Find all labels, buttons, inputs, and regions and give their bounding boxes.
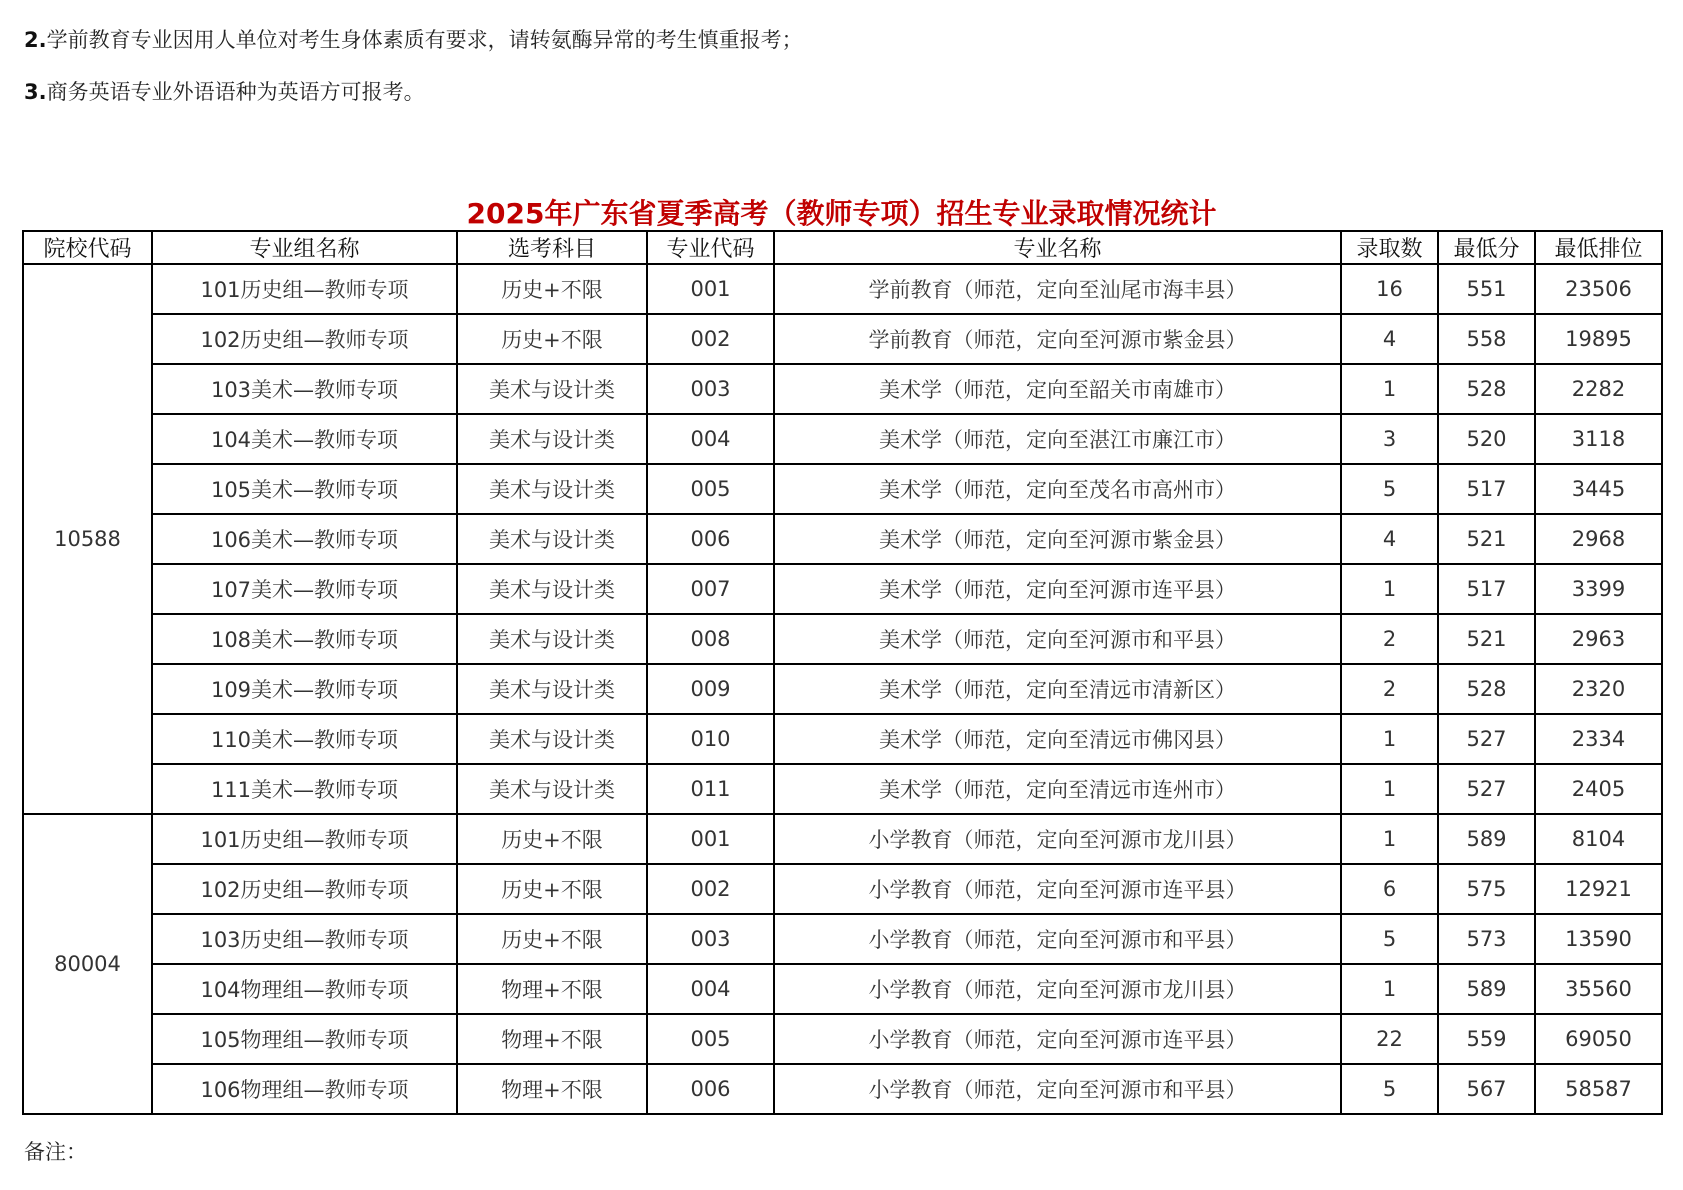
min-score-cell: 589 bbox=[1438, 964, 1535, 1014]
group-name-cell: 107美术—教师专项 bbox=[152, 564, 457, 614]
table-row bbox=[23, 864, 1662, 914]
group-name-cell: 110美术—教师专项 bbox=[152, 714, 457, 764]
min-score-cell: 527 bbox=[1438, 764, 1535, 814]
min-score-cell: 575 bbox=[1438, 864, 1535, 914]
major-code-cell: 005 bbox=[647, 1014, 774, 1064]
subjects-cell: 美术与设计类 bbox=[457, 364, 647, 414]
table-row bbox=[23, 814, 1662, 864]
note-number: 2. bbox=[24, 28, 47, 52]
major-name-cell: 小学教育（师范，定向至河源市龙川县） bbox=[774, 964, 1341, 1014]
table-row bbox=[23, 664, 1662, 714]
subjects-cell: 美术与设计类 bbox=[457, 664, 647, 714]
admitted-cell: 5 bbox=[1341, 1064, 1438, 1114]
min-rank-cell: 69050 bbox=[1535, 1014, 1662, 1064]
min-rank-cell: 35560 bbox=[1535, 964, 1662, 1014]
min-score-cell: 517 bbox=[1438, 464, 1535, 514]
min-rank-cell: 3399 bbox=[1535, 564, 1662, 614]
table-row bbox=[23, 1014, 1662, 1064]
subjects-cell: 历史+不限 bbox=[457, 314, 647, 364]
major-name-cell: 美术学（师范，定向至茂名市高州市） bbox=[774, 464, 1341, 514]
table-body bbox=[23, 264, 1662, 1114]
min-rank-cell: 3118 bbox=[1535, 414, 1662, 464]
major-code-cell: 001 bbox=[647, 814, 774, 864]
note-line-2 bbox=[24, 24, 803, 54]
min-score-cell: 528 bbox=[1438, 664, 1535, 714]
major-name-cell: 美术学（师范，定向至清远市清新区） bbox=[774, 664, 1341, 714]
min-score-cell: 528 bbox=[1438, 364, 1535, 414]
group-name-cell: 101历史组—教师专项 bbox=[152, 814, 457, 864]
group-name-cell: 109美术—教师专项 bbox=[152, 664, 457, 714]
major-name-cell: 美术学（师范，定向至河源市和平县） bbox=[774, 614, 1341, 664]
subjects-cell: 美术与设计类 bbox=[457, 764, 647, 814]
admitted-cell: 1 bbox=[1341, 964, 1438, 1014]
header-group-name: 专业组名称 bbox=[152, 231, 457, 264]
min-score-cell: 567 bbox=[1438, 1064, 1535, 1114]
group-name-cell: 103美术—教师专项 bbox=[152, 364, 457, 414]
min-score-cell: 589 bbox=[1438, 814, 1535, 864]
table-row bbox=[23, 414, 1662, 464]
major-name-cell: 小学教育（师范，定向至河源市和平县） bbox=[774, 914, 1341, 964]
table-row bbox=[23, 714, 1662, 764]
table-row bbox=[23, 1064, 1662, 1114]
min-rank-cell: 2968 bbox=[1535, 514, 1662, 564]
table-row bbox=[23, 964, 1662, 1014]
subjects-cell: 美术与设计类 bbox=[457, 514, 647, 564]
admitted-cell: 1 bbox=[1341, 364, 1438, 414]
header-admitted: 录取数 bbox=[1341, 231, 1438, 264]
admitted-cell: 3 bbox=[1341, 414, 1438, 464]
major-code-cell: 006 bbox=[647, 514, 774, 564]
major-name-cell: 小学教育（师范，定向至河源市和平县） bbox=[774, 1064, 1341, 1114]
major-code-cell: 007 bbox=[647, 564, 774, 614]
subjects-cell: 历史+不限 bbox=[457, 914, 647, 964]
group-name-cell: 105物理组—教师专项 bbox=[152, 1014, 457, 1064]
admission-stats-table bbox=[22, 230, 1663, 1115]
min-rank-cell: 23506 bbox=[1535, 264, 1662, 314]
major-code-cell: 004 bbox=[647, 964, 774, 1014]
note-text: 学前教育专业因用人单位对考生身体素质有要求，请转氨酶异常的考生慎重报考； bbox=[46, 28, 803, 52]
major-name-cell: 美术学（师范，定向至湛江市廉江市） bbox=[774, 414, 1341, 464]
school-code-cell: 10588 bbox=[23, 264, 152, 814]
header-major-name: 专业名称 bbox=[774, 231, 1341, 264]
group-name-cell: 105美术—教师专项 bbox=[152, 464, 457, 514]
min-rank-cell: 8104 bbox=[1535, 814, 1662, 864]
major-code-cell: 011 bbox=[647, 764, 774, 814]
header-school-code: 院校代码 bbox=[23, 231, 152, 264]
major-code-cell: 009 bbox=[647, 664, 774, 714]
group-name-cell: 108美术—教师专项 bbox=[152, 614, 457, 664]
group-name-cell: 106美术—教师专项 bbox=[152, 514, 457, 564]
admitted-cell: 5 bbox=[1341, 914, 1438, 964]
min-rank-cell: 2963 bbox=[1535, 614, 1662, 664]
group-name-cell: 101历史组—教师专项 bbox=[152, 264, 457, 314]
min-score-cell: 521 bbox=[1438, 514, 1535, 564]
table-row bbox=[23, 614, 1662, 664]
subjects-cell: 物理+不限 bbox=[457, 1064, 647, 1114]
major-code-cell: 008 bbox=[647, 614, 774, 664]
table-row bbox=[23, 364, 1662, 414]
min-rank-cell: 58587 bbox=[1535, 1064, 1662, 1114]
major-name-cell: 小学教育（师范，定向至河源市龙川县） bbox=[774, 814, 1341, 864]
admitted-cell: 22 bbox=[1341, 1014, 1438, 1064]
min-score-cell: 558 bbox=[1438, 314, 1535, 364]
subjects-cell: 历史+不限 bbox=[457, 264, 647, 314]
major-code-cell: 002 bbox=[647, 314, 774, 364]
min-rank-cell: 2320 bbox=[1535, 664, 1662, 714]
major-code-cell: 005 bbox=[647, 464, 774, 514]
table-title: 2025年广东省夏季高考（教师专项）招生专业录取情况统计 bbox=[466, 197, 1217, 230]
admitted-cell: 1 bbox=[1341, 814, 1438, 864]
subjects-cell: 历史+不限 bbox=[457, 864, 647, 914]
admitted-cell: 1 bbox=[1341, 714, 1438, 764]
min-rank-cell: 3445 bbox=[1535, 464, 1662, 514]
group-name-cell: 102历史组—教师专项 bbox=[152, 864, 457, 914]
admitted-cell: 16 bbox=[1341, 264, 1438, 314]
admitted-cell: 5 bbox=[1341, 464, 1438, 514]
min-rank-cell: 2405 bbox=[1535, 764, 1662, 814]
header-min-rank: 最低排位 bbox=[1535, 231, 1662, 264]
min-rank-cell: 19895 bbox=[1535, 314, 1662, 364]
admitted-cell: 2 bbox=[1341, 614, 1438, 664]
major-name-cell: 学前教育（师范，定向至汕尾市海丰县） bbox=[774, 264, 1341, 314]
min-score-cell: 517 bbox=[1438, 564, 1535, 614]
major-name-cell: 小学教育（师范，定向至河源市连平县） bbox=[774, 864, 1341, 914]
table-row bbox=[23, 514, 1662, 564]
subjects-cell: 美术与设计类 bbox=[457, 564, 647, 614]
header-major-code: 专业代码 bbox=[647, 231, 774, 264]
school-code-cell: 80004 bbox=[23, 814, 152, 1114]
subjects-cell: 物理+不限 bbox=[457, 964, 647, 1014]
major-code-cell: 001 bbox=[647, 264, 774, 314]
group-name-cell: 106物理组—教师专项 bbox=[152, 1064, 457, 1114]
group-name-cell: 103历史组—教师专项 bbox=[152, 914, 457, 964]
min-score-cell: 521 bbox=[1438, 614, 1535, 664]
table-row bbox=[23, 914, 1662, 964]
remark-label: 备注： bbox=[24, 1140, 87, 1164]
group-name-cell: 104物理组—教师专项 bbox=[152, 964, 457, 1014]
min-rank-cell: 12921 bbox=[1535, 864, 1662, 914]
major-name-cell: 小学教育（师范，定向至河源市连平县） bbox=[774, 1014, 1341, 1064]
min-rank-cell: 2282 bbox=[1535, 364, 1662, 414]
subjects-cell: 物理+不限 bbox=[457, 1014, 647, 1064]
subjects-cell: 美术与设计类 bbox=[457, 614, 647, 664]
major-code-cell: 004 bbox=[647, 414, 774, 464]
major-name-cell: 美术学（师范，定向至韶关市南雄市） bbox=[774, 364, 1341, 414]
min-rank-cell: 13590 bbox=[1535, 914, 1662, 964]
group-name-cell: 102历史组—教师专项 bbox=[152, 314, 457, 364]
table-row bbox=[23, 264, 1662, 314]
subjects-cell: 美术与设计类 bbox=[457, 464, 647, 514]
admitted-cell: 2 bbox=[1341, 664, 1438, 714]
table-row bbox=[23, 464, 1662, 514]
admitted-cell: 1 bbox=[1341, 764, 1438, 814]
header-subjects: 选考科目 bbox=[457, 231, 647, 264]
note-number: 3. bbox=[24, 80, 47, 104]
admitted-cell: 4 bbox=[1341, 314, 1438, 364]
min-score-cell: 527 bbox=[1438, 714, 1535, 764]
major-code-cell: 010 bbox=[647, 714, 774, 764]
min-score-cell: 573 bbox=[1438, 914, 1535, 964]
admitted-cell: 6 bbox=[1341, 864, 1438, 914]
admitted-cell: 4 bbox=[1341, 514, 1438, 564]
header-min-score: 最低分 bbox=[1438, 231, 1535, 264]
major-code-cell: 003 bbox=[647, 364, 774, 414]
subjects-cell: 历史+不限 bbox=[457, 814, 647, 864]
major-name-cell: 学前教育（师范，定向至河源市紫金县） bbox=[774, 314, 1341, 364]
major-name-cell: 美术学（师范，定向至清远市连州市） bbox=[774, 764, 1341, 814]
major-code-cell: 003 bbox=[647, 914, 774, 964]
subjects-cell: 美术与设计类 bbox=[457, 714, 647, 764]
major-code-cell: 006 bbox=[647, 1064, 774, 1114]
note-text: 商务英语专业外语语种为英语方可报考。 bbox=[46, 80, 425, 104]
major-name-cell: 美术学（师范，定向至河源市连平县） bbox=[774, 564, 1341, 614]
table-row bbox=[23, 314, 1662, 364]
major-code-cell: 002 bbox=[647, 864, 774, 914]
admitted-cell: 1 bbox=[1341, 564, 1438, 614]
min-score-cell: 551 bbox=[1438, 264, 1535, 314]
major-name-cell: 美术学（师范，定向至清远市佛冈县） bbox=[774, 714, 1341, 764]
major-name-cell: 美术学（师范，定向至河源市紫金县） bbox=[774, 514, 1341, 564]
table-row bbox=[23, 564, 1662, 614]
group-name-cell: 111美术—教师专项 bbox=[152, 764, 457, 814]
header-row bbox=[23, 231, 1662, 264]
min-score-cell: 520 bbox=[1438, 414, 1535, 464]
note-line-3 bbox=[24, 76, 425, 106]
min-rank-cell: 2334 bbox=[1535, 714, 1662, 764]
subjects-cell: 美术与设计类 bbox=[457, 414, 647, 464]
table-row bbox=[23, 764, 1662, 814]
group-name-cell: 104美术—教师专项 bbox=[152, 414, 457, 464]
min-score-cell: 559 bbox=[1438, 1014, 1535, 1064]
